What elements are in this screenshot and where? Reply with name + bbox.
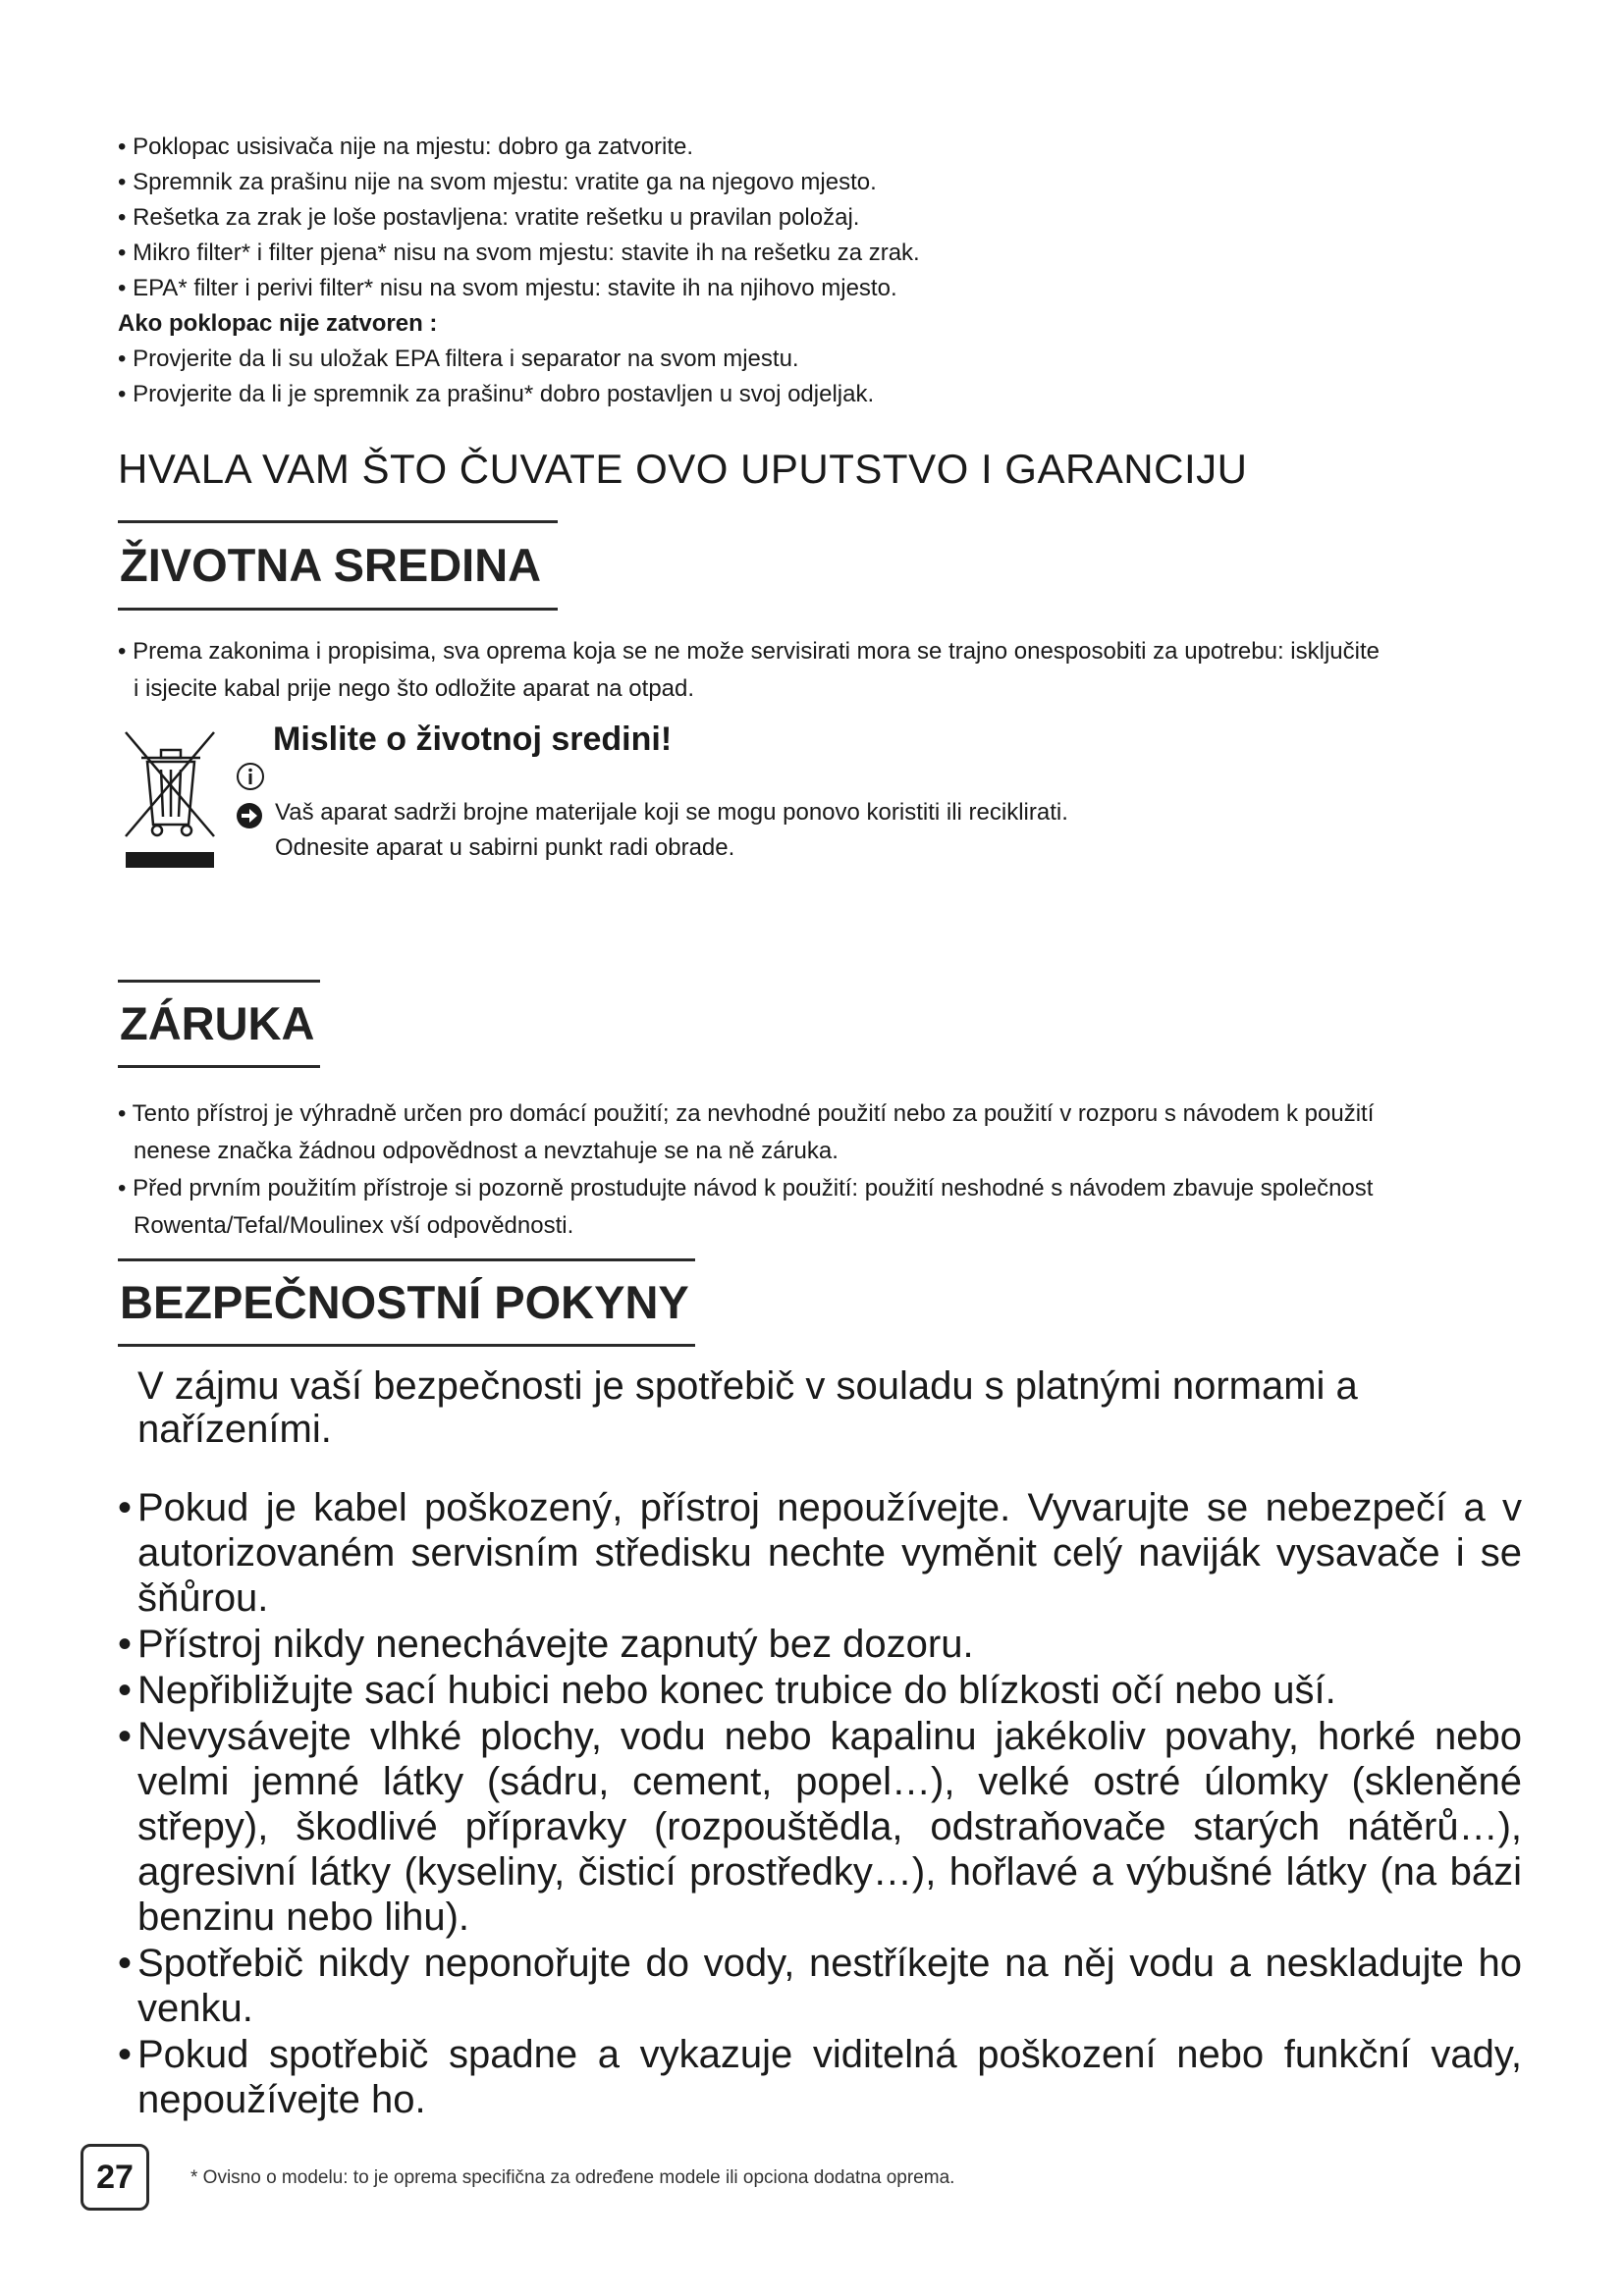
safety-section-heading xyxy=(118,1258,695,1347)
footnote: * Ovisno o modelu: to je oprema specifična za određene modele ili opciona dodatna oprema. xyxy=(190,2167,955,2188)
safety-list xyxy=(118,1485,1522,2123)
environment-text xyxy=(118,633,1532,708)
list-item: • Nevysávejte vlhké plochy, vodu nebo kapalinu jakékoliv povahy, horké nebo velmi jemné látky (sádru, cement, popel…), velké ostré úlomky (skleněné střepy), škodlivé přípravky (rozpouštědla, odstraňovače starých nátěrů…), agresivní látky (kyseliny, čisticí prostředky…), hořlavé a výbušné látky (na bázi benzinu nebo lihu). xyxy=(118,1715,1522,1939)
warranty-line: • Před prvním použitím přístroje si pozorně prostudujte návod k použití: použití neshodné s návodem zbavuje společnost xyxy=(118,1175,1374,1201)
list-item: • Mikro filter* i filter pjena* nisu na svom mjestu: stavite ih na rešetku za zrak. xyxy=(118,240,920,266)
thanks-line: HVALA VAM ŠTO ČUVATE OVO UPUTSTVO I GARANCIJU xyxy=(118,446,1248,492)
list-item: • Provjerite da li je spremnik za prašinu* dobro postavljen u svoj odjeljak. xyxy=(118,381,875,407)
safety-bullet-text: Spotřebič nikdy neponořujte do vody, nestříkejte na něj vodu a neskladujte ho venku. xyxy=(137,1942,1522,2030)
list-item: • Provjerite da li su uložak EPA filtera i separator na svom mjestu. xyxy=(118,346,799,372)
safety-bullet-text: Nepřibližujte sací hubici nebo konec trubice do blízkosti očí nebo uší. xyxy=(137,1669,1336,1712)
env-bullet-line-1: • Prema zakonima i propisima, sva oprema koja se ne može servisirati mora se trajno onesposobiti za upotrebu: isključite xyxy=(118,638,1380,665)
filter-troubleshooting-list xyxy=(118,130,1512,412)
list-item: • Nepřibližujte sací hubici nebo konec trubice do blízkosti očí nebo uší. xyxy=(118,1669,1336,1712)
list-item: • Rešetka za zrak je loše postavljena: vratite rešetku u pravilan položaj. xyxy=(118,204,860,231)
safety-bullet-text: Pokud spotřebič spadne a vykazuje viditelná poškození nebo funkční vady, nepoužívejte ho. xyxy=(137,2033,1522,2121)
env-bullet-line-2: i isjecite kabal prije nego što odložite aparat na otpad. xyxy=(134,675,695,702)
lid-heading: Ako poklopac nije zatvoren : xyxy=(118,310,438,337)
recycle-info-line-2: Odnesite aparat u sabirni punkt radi obrade. xyxy=(275,834,735,861)
list-item: • Pokud spotřebič spadne a vykazuje viditelná poškození nebo funkční vady, nepoužívejte ho. xyxy=(118,2033,1522,2121)
crossed-out-bin-icon xyxy=(118,726,222,874)
divider xyxy=(118,608,558,611)
list-item: • Přístroj nikdy nenechávejte zapnutý bez dozoru. xyxy=(118,1623,974,1666)
list-item: • Spremnik za prašinu nije na svom mjestu: vratite ga na njegovo mjesto. xyxy=(118,169,877,195)
safety-bullet-text: Přístroj nikdy nenechávejte zapnutý bez dozoru. xyxy=(137,1623,974,1666)
recycle-info-line-1: Vaš aparat sadrži brojne materijale koji se mogu ponovo koristiti ili reciklirati. xyxy=(275,799,1068,826)
safety-intro: V zájmu vaší bezpečnosti je spotřebič v souladu s platnými normami a nařízeními. xyxy=(137,1364,1358,1451)
warranty-section-heading xyxy=(118,980,320,1068)
section-title: ŽIVOTNA SREDINA xyxy=(120,539,542,591)
divider xyxy=(118,1065,320,1068)
section-title: ZÁRUKA xyxy=(120,997,315,1049)
warranty-line: Rowenta/Tefal/Moulinex vší odpovědnosti. xyxy=(134,1212,574,1239)
info-icon xyxy=(236,762,265,791)
list-item: • EPA* filter i perivi filter* nisu na svom mjestu: stavite ih na njihovo mjesto. xyxy=(118,275,897,301)
list-item: • Pokud je kabel poškozený, přístroj nepoužívejte. Vyvarujte se nebezpečí a v autorizovaném servisním středisku nechte vyměnit celý naviják vysavače i se šňůrou. xyxy=(118,1486,1522,1620)
list-item: • Poklopac usisivača nije na mjestu: dobro ga zatvorite. xyxy=(118,133,694,160)
environment-section-heading xyxy=(118,520,558,611)
arrow-right-circle-icon xyxy=(236,802,263,829)
divider xyxy=(118,1344,695,1347)
list-item: • Spotřebič nikdy neponořujte do vody, nestříkejte na něj vodu a neskladujte ho venku. xyxy=(118,1942,1522,2030)
page-number: 27 xyxy=(81,2144,149,2211)
safety-bullet-text: Pokud je kabel poškozený, přístroj nepoužívejte. Vyvarujte se nebezpečí a v autorizovaném servisním středisku nechte vyměnit celý naviják vysavače i se šňůrou. xyxy=(137,1486,1522,1620)
section-title: BEZPEČNOSTNÍ POKYNY xyxy=(120,1276,689,1328)
warranty-text xyxy=(118,1095,1551,1245)
warranty-line: • Tento přístroj je výhradně určen pro domácí použití; za nevhodné použití nebo za použití v rozporu s návodem k použití xyxy=(118,1100,1375,1127)
safety-bullet-text: Nevysávejte vlhké plochy, vodu nebo kapalinu jakékoliv povahy, horké nebo velmi jemné látky (sádru, cement, popel…), velké ostré úlomky (skleněné střepy), škodlivé přípravky (rozpouštědla, odstraňovače starých nátěrů…), agresivní látky (kyseliny, čisticí prostředky…), hořlavé a výbušné látky (na bázi benzinu nebo lihu). xyxy=(137,1715,1522,1939)
warranty-line: nenese značka žádnou odpovědnost a nevztahuje se na ně záruka. xyxy=(134,1138,839,1164)
think-environment-heading: Mislite o životnoj sredini! xyxy=(273,721,673,758)
